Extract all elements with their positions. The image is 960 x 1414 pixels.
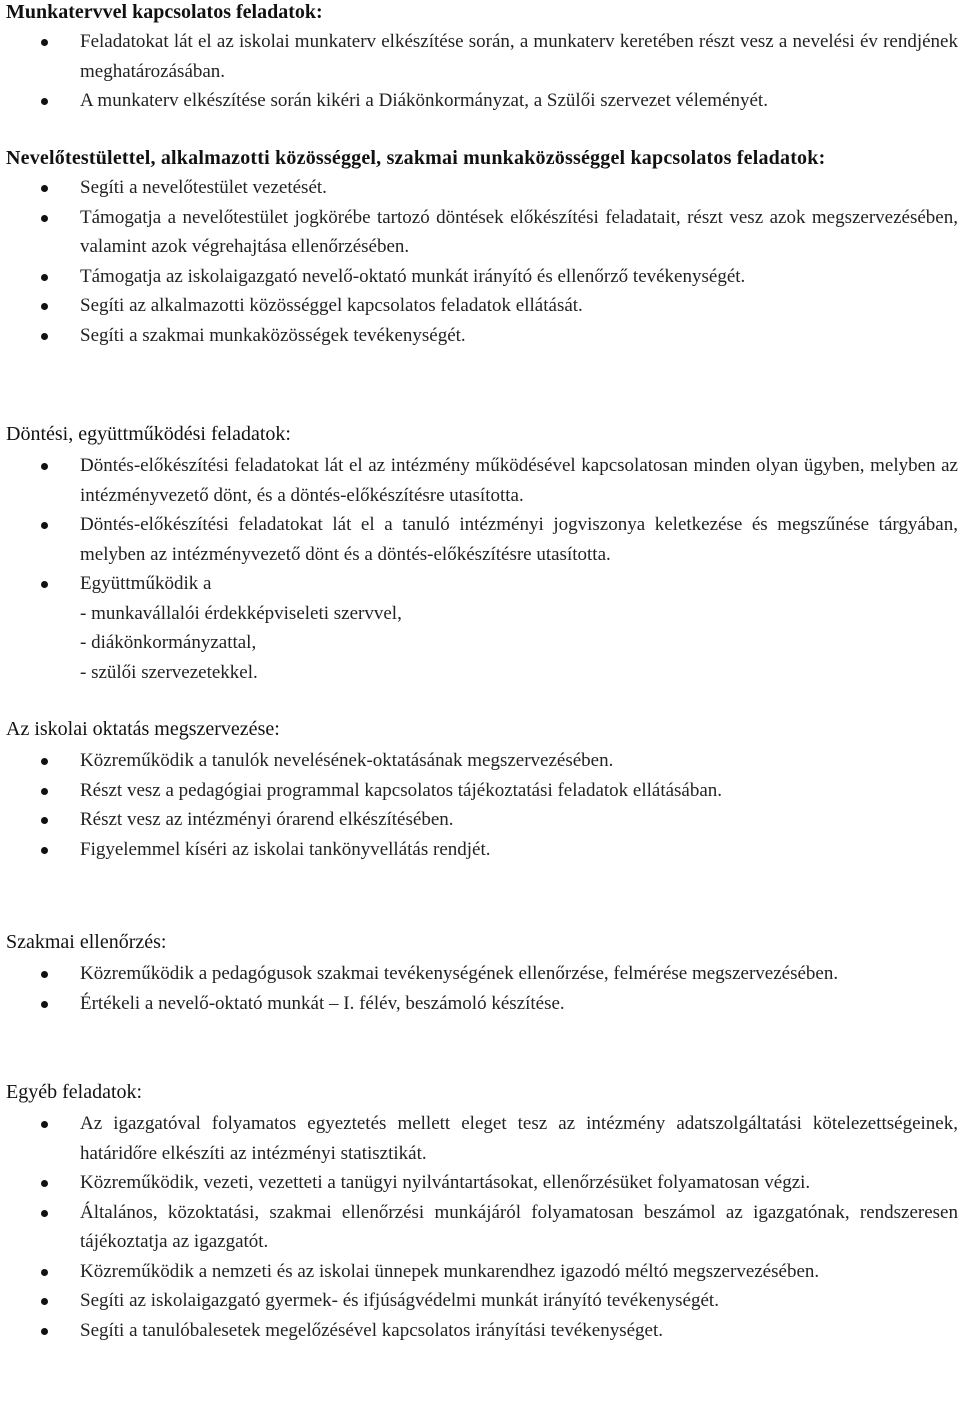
bullet-icon — [41, 788, 48, 795]
bullet-icon — [41, 1121, 48, 1128]
cooperation-line: - diákönkormányzattal, — [80, 632, 257, 653]
list-item: Segíti az alkalmazotti közösséggel kapcsolatos feladatok ellátását. — [6, 291, 958, 321]
list-item: Segíti a tanulóbalesetek megelőzésével kapcsolatos irányítási tevékenységet. — [6, 1316, 958, 1346]
bullet-icon — [41, 1298, 48, 1305]
list-item: Döntés-előkészítési feladatokat lát el az intézmény működésével kapcsolatosan minden olyan ügyben, melyben az intézményvezető dönt, és a döntés-előkészítésre utasította. — [6, 451, 958, 510]
list-item: Támogatja az iskolaigazgató nevelő-oktató munkát irányító és ellenőrző tevékenységét. — [6, 262, 958, 292]
list-item: Feladatokat lát el az iskolai munkaterv elkészítése során, a munkaterv keretében részt vesz a nevelési év rendjének meghatározásában. — [6, 27, 958, 86]
section-nevelotestulet — [6, 144, 958, 350]
bullet-icon — [41, 817, 48, 824]
bullet-icon — [41, 274, 48, 281]
bullet-icon — [41, 1269, 48, 1276]
bullet-icon — [41, 847, 48, 854]
bullet-icon — [41, 185, 48, 192]
bullet-icon — [41, 39, 48, 46]
list-item: Döntés-előkészítési feladatokat lát el a tanuló intézményi jogviszonya keletkezése és megszűnése tárgyában, melyben az intézményvezető dönt és a döntés-előkészítésre utasította. — [6, 510, 958, 569]
section-heading: Nevelőtestülettel, alkalmazotti közösséggel, szakmai munkaközösséggel kapcsolatos feladatok: — [6, 147, 826, 169]
list-item: Értékeli a nevelő-oktató munkát – I. félév, beszámoló készítése. — [6, 989, 958, 1019]
bullet-list — [6, 746, 958, 864]
bullet-icon — [41, 1210, 48, 1217]
bullet-icon — [41, 971, 48, 978]
bullet-list — [6, 27, 958, 116]
section-heading: Döntési, együttműködési feladatok: — [6, 423, 291, 445]
list-item: Segíti a nevelőtestület vezetését. — [6, 173, 958, 203]
list-item: Figyelemmel kíséri az iskolai tankönyvellátás rendjét. — [6, 835, 958, 865]
bullet-icon — [41, 1001, 48, 1008]
bullet-icon — [41, 333, 48, 340]
section-egyeb — [6, 1078, 958, 1345]
list-item: Segíti a szakmai munkaközösségek tevékenységét. — [6, 321, 958, 351]
section-heading: Egyéb feladatok: — [6, 1081, 143, 1103]
list-item: Közreműködik a tanulók nevelésének-oktatásának megszervezésében. — [6, 746, 958, 776]
bullet-icon — [41, 1328, 48, 1335]
bullet-icon — [41, 215, 48, 222]
bullet-list — [6, 451, 958, 687]
bullet-icon — [41, 463, 48, 470]
section-heading: Szakmai ellenőrzés: — [6, 931, 167, 953]
list-item: Általános, közoktatási, szakmai ellenőrzési munkájáról folyamatosan beszámol az igazgatónak, rendszeresen tájékoztatja az igazgatót. — [6, 1198, 958, 1257]
list-item: Az igazgatóval folyamatos egyeztetés mellett eleget tesz az intézmény adatszolgáltatási kötelezettségeinek, határidőre elkészíti az intézményi statisztikát. — [6, 1109, 958, 1168]
bullet-icon — [41, 303, 48, 310]
section-heading: Munkatervvel kapcsolatos feladatok: — [6, 1, 323, 23]
bullet-icon — [41, 581, 48, 588]
bullet-icon — [41, 758, 48, 765]
list-item: Közreműködik a nemzeti és az iskolai ünnepek munkarendhez igazodó méltó megszervezésében. — [6, 1257, 958, 1287]
list-item: Részt vesz az intézményi órarend elkészítésében. — [6, 805, 958, 835]
section-oktatas — [6, 715, 958, 864]
list-item-cooperation: Együttműködik a - munkavállalói érdekképviseleti szervvel, - diákönkormányzattal, - szülői szervezetekkel. — [6, 569, 958, 687]
list-item: Segíti az iskolaigazgató gyermek- és ifjúságvédelmi munkát irányító tevékenységét. — [6, 1286, 958, 1316]
cooperation-line: - szülői szervezetekkel. — [80, 661, 258, 683]
section-dontesi — [6, 420, 958, 687]
section-szakmai-ellenorzes — [6, 928, 958, 1018]
cooperation-line: - munkavállalói érdekképviseleti szervvel, — [80, 602, 402, 624]
list-item: A munkaterv elkészítése során kikéri a Diákönkormányzat, a Szülői szervezet véleményét. — [6, 86, 958, 116]
bullet-list — [6, 959, 958, 1018]
section-heading: Az iskolai oktatás megszervezése: — [6, 718, 280, 740]
bullet-icon — [41, 98, 48, 105]
section-munkaterv — [6, 0, 958, 116]
bullet-list — [6, 1109, 958, 1345]
list-item: Támogatja a nevelőtestület jogkörébe tartozó döntések előkészítési feladatait, részt vesz azok megszervezésében, valamint azok végrehajtása ellenőrzésében. — [6, 203, 958, 262]
bullet-list — [6, 173, 958, 350]
list-item: Részt vesz a pedagógiai programmal kapcsolatos tájékoztatási feladatok ellátásában. — [6, 776, 958, 806]
bullet-icon — [41, 1180, 48, 1187]
bullet-icon — [41, 522, 48, 529]
list-item: Közreműködik, vezeti, vezetteti a tanügyi nyilvántartásokat, ellenőrzésüket folyamatosan végzi. — [6, 1168, 958, 1198]
list-item: Közreműködik a pedagógusok szakmai tevékenységének ellenőrzése, felmérése megszervezésében. — [6, 959, 958, 989]
